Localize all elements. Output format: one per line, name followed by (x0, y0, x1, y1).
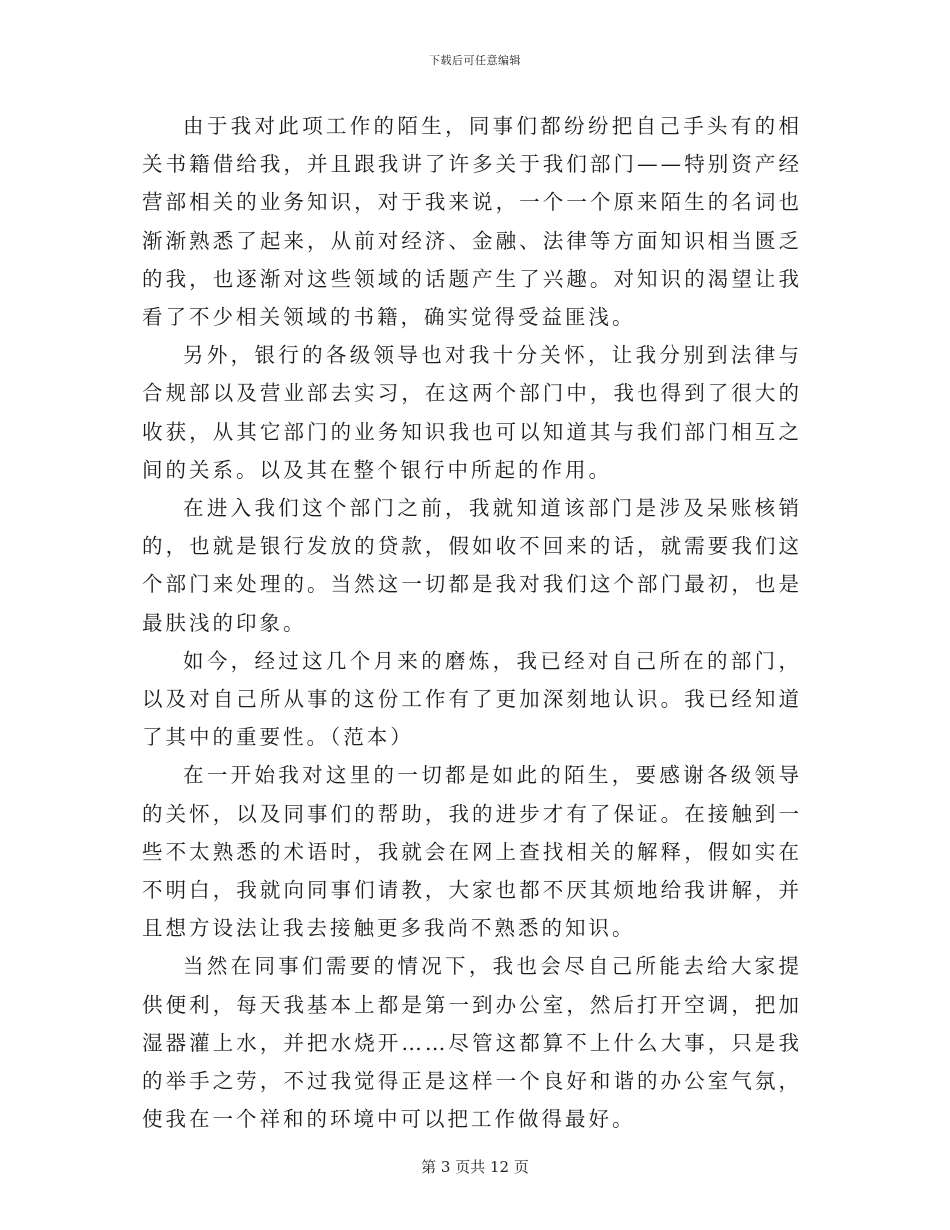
paragraph-2: 另外，银行的各级领导也对我十分关怀，让我分别到法律与合规部以及营业部去实习，在这两个部门中，我也得到了很大的收获，从其它部门的业务知识我也可以知道其与我们部门相互之间的关系。以及其在整个银行中所起的作用。 (142, 343, 802, 482)
paragraph-3: 在进入我们这个部门之前，我就知道该部门是涉及呆账核销的，也就是银行发放的贷款，假如收不回来的话，就需要我们这个部门来处理的。当然这一切都是我对我们这个部门最初，也是最肤浅的印象。 (142, 496, 802, 635)
document-body (142, 107, 802, 1138)
page-number-footer: 第 3 页共 12 页 (421, 1158, 529, 1176)
paragraph-4: 如今，经过这几个月来的磨炼，我已经对自己所在的部门，以及对自己所从事的这份工作有了更加深刻地认识。我已经知道了其中的重要性。（范本） (142, 648, 802, 750)
paragraph-5: 在一开始我对这里的一切都是如此的陌生，要感谢各级领导的关怀，以及同事们的帮助，我的进步才有了保证。在接触到一些不太熟悉的术语时，我就会在网上查找相关的解释，假如实在不明白，我就向同事们请教，大家也都不厌其烦地给我讲解，并且想方设法让我去接触更多我尚不熟悉的知识。 (142, 763, 802, 941)
page-header: 下载后可任意编辑 (429, 54, 521, 67)
paragraph-6: 当然在同事们需要的情况下，我也会尽自己所能去给大家提供便利，每天我基本上都是第一到办公室，然后打开空调，把加湿器灌上水，并把水烧开……尽管这都算不上什么大事，只是我的举手之劳，不过我觉得正是这样一个良好和谐的办公室气氛，使我在一个祥和的环境中可以把工作做得最好。 (142, 954, 802, 1132)
paragraph-1: 由于我对此项工作的陌生，同事们都纷纷把自己手头有的相关书籍借给我，并且跟我讲了许多关于我们部门——特别资产经营部相关的业务知识，对于我来说，一个一个原来陌生的名词也渐渐熟悉了起来，从前对经济、金融、法律等方面知识相当匮乏的我，也逐渐对这些领域的话题产生了兴趣。对知识的渴望让我看了不少相关领域的书籍，确实觉得受益匪浅。 (142, 114, 802, 330)
